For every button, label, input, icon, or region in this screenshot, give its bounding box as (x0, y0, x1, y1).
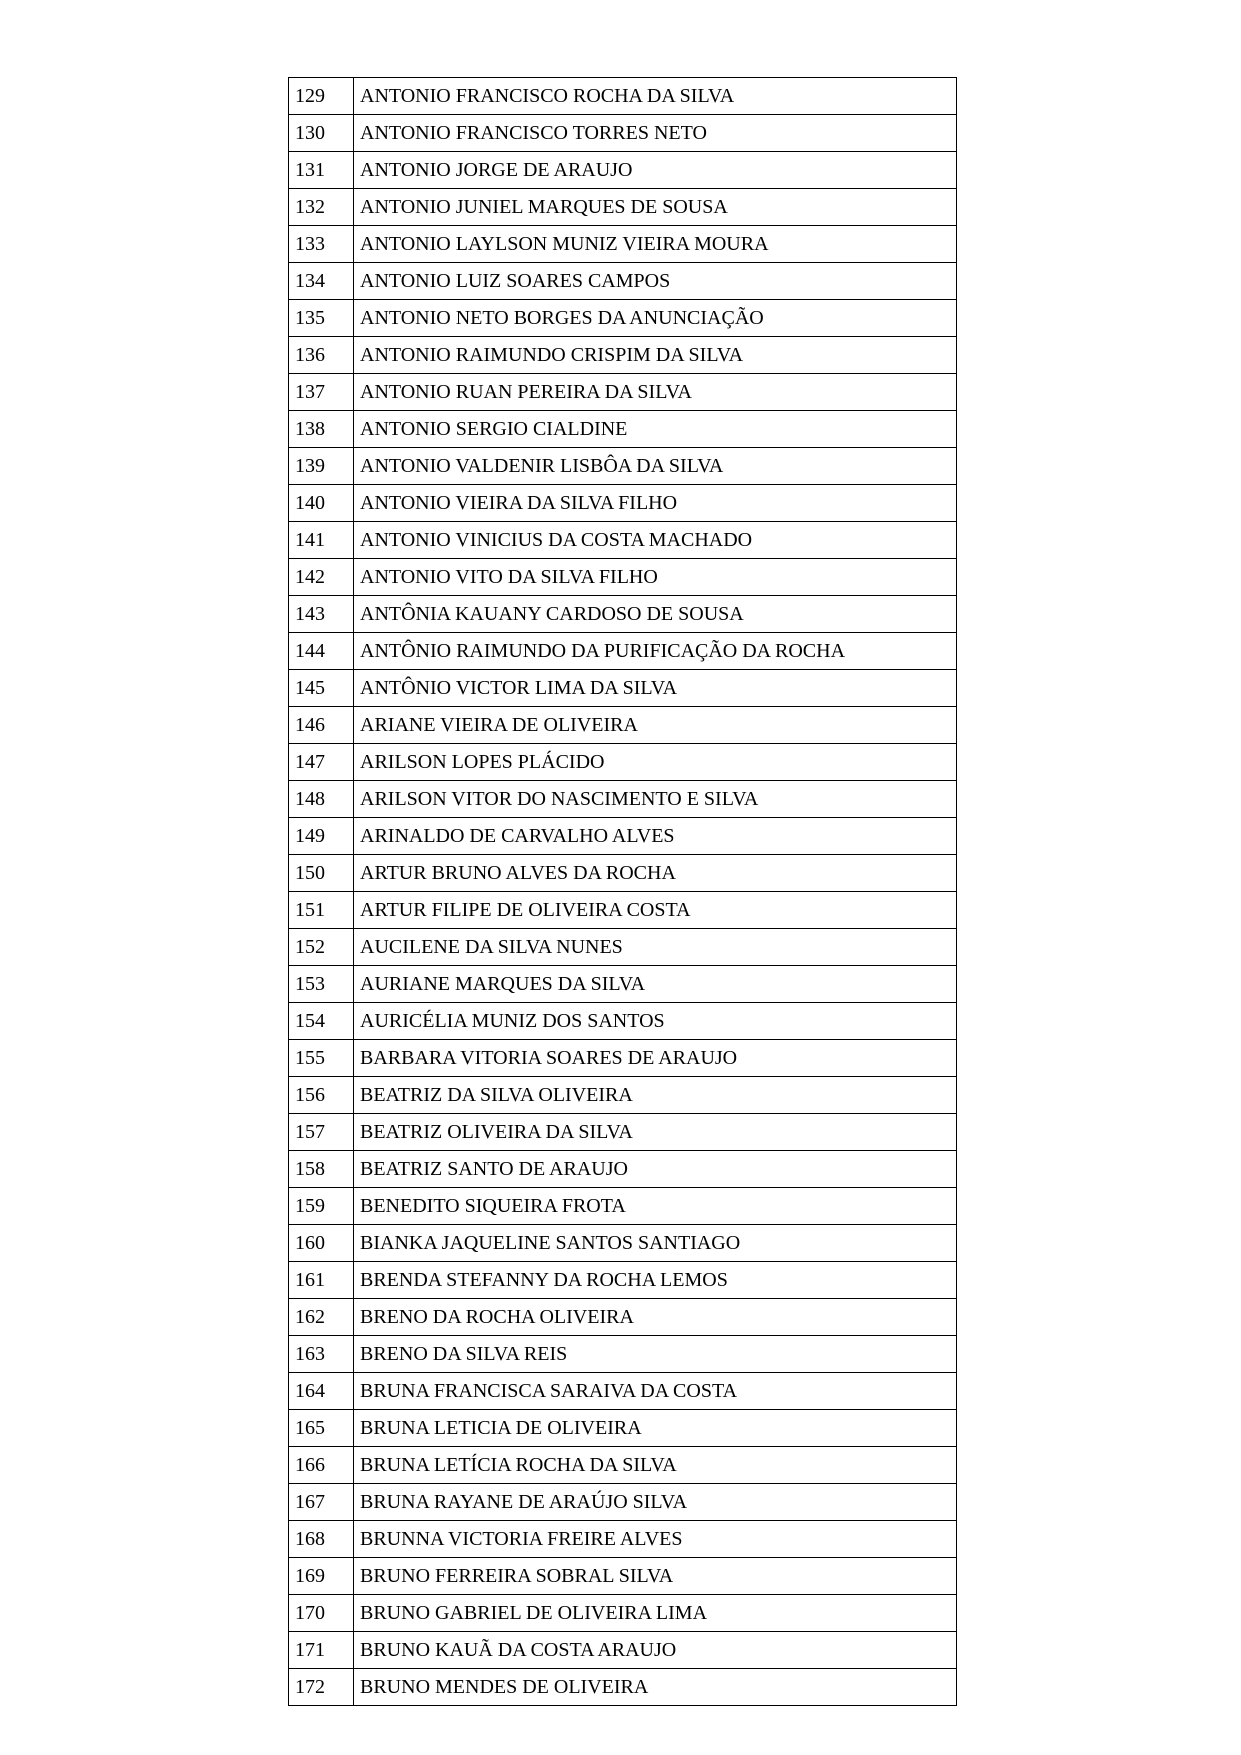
row-number: 150 (289, 855, 354, 892)
row-number: 159 (289, 1188, 354, 1225)
row-name: ANTONIO FRANCISCO ROCHA DA SILVA (354, 78, 957, 115)
row-number: 147 (289, 744, 354, 781)
table-row (289, 596, 957, 633)
row-number: 160 (289, 1225, 354, 1262)
table-row (289, 1669, 957, 1706)
row-name: BRUNO GABRIEL DE OLIVEIRA LIMA (354, 1595, 957, 1632)
row-number: 144 (289, 633, 354, 670)
row-number: 130 (289, 115, 354, 152)
row-name: BRUNNA VICTORIA FREIRE ALVES (354, 1521, 957, 1558)
row-number: 134 (289, 263, 354, 300)
row-number: 136 (289, 337, 354, 374)
table-row (289, 892, 957, 929)
table-row (289, 1040, 957, 1077)
row-number: 156 (289, 1077, 354, 1114)
table-row (289, 152, 957, 189)
row-number: 161 (289, 1262, 354, 1299)
row-name: BRUNO FERREIRA SOBRAL SILVA (354, 1558, 957, 1595)
row-name: BRUNA LETÍCIA ROCHA DA SILVA (354, 1447, 957, 1484)
row-name: ANTONIO NETO BORGES DA ANUNCIAÇÃO (354, 300, 957, 337)
row-number: 168 (289, 1521, 354, 1558)
row-name: ANTONIO VALDENIR LISBÔA DA SILVA (354, 448, 957, 485)
row-number: 169 (289, 1558, 354, 1595)
row-number: 135 (289, 300, 354, 337)
table-row (289, 1632, 957, 1669)
table-row (289, 1558, 957, 1595)
row-name: ARILSON LOPES PLÁCIDO (354, 744, 957, 781)
row-name: ANTONIO LUIZ SOARES CAMPOS (354, 263, 957, 300)
row-name: ARINALDO DE CARVALHO ALVES (354, 818, 957, 855)
table-row (289, 522, 957, 559)
row-number: 171 (289, 1632, 354, 1669)
table-row (289, 744, 957, 781)
table-row (289, 1225, 957, 1262)
row-name: ANTÔNIO VICTOR LIMA DA SILVA (354, 670, 957, 707)
row-number: 137 (289, 374, 354, 411)
row-number: 170 (289, 1595, 354, 1632)
row-number: 149 (289, 818, 354, 855)
row-name: BRUNA RAYANE DE ARAÚJO SILVA (354, 1484, 957, 1521)
table-row (289, 966, 957, 1003)
table-row (289, 1262, 957, 1299)
row-number: 133 (289, 226, 354, 263)
row-name: ARIANE VIEIRA DE OLIVEIRA (354, 707, 957, 744)
row-number: 151 (289, 892, 354, 929)
row-name: BIANKA JAQUELINE SANTOS SANTIAGO (354, 1225, 957, 1262)
row-name: BARBARA VITORIA SOARES DE ARAUJO (354, 1040, 957, 1077)
row-name: BRENO DA ROCHA OLIVEIRA (354, 1299, 957, 1336)
row-name: AURIANE MARQUES DA SILVA (354, 966, 957, 1003)
table-row (289, 559, 957, 596)
row-name: ANTONIO JORGE DE ARAUJO (354, 152, 957, 189)
row-name: BEATRIZ OLIVEIRA DA SILVA (354, 1114, 957, 1151)
row-name: ANTONIO FRANCISCO TORRES NETO (354, 115, 957, 152)
row-number: 158 (289, 1151, 354, 1188)
row-name: BRUNA LETICIA DE OLIVEIRA (354, 1410, 957, 1447)
table-row (289, 226, 957, 263)
row-name: ANTONIO JUNIEL MARQUES DE SOUSA (354, 189, 957, 226)
table-row (289, 1114, 957, 1151)
row-name: ARTUR BRUNO ALVES DA ROCHA (354, 855, 957, 892)
row-name: BEATRIZ SANTO DE ARAUJO (354, 1151, 957, 1188)
row-number: 140 (289, 485, 354, 522)
table-row (289, 374, 957, 411)
table-row (289, 485, 957, 522)
row-number: 129 (289, 78, 354, 115)
table-row (289, 633, 957, 670)
table-row (289, 781, 957, 818)
row-number: 131 (289, 152, 354, 189)
table-row (289, 448, 957, 485)
row-number: 141 (289, 522, 354, 559)
row-number: 162 (289, 1299, 354, 1336)
table-row (289, 1447, 957, 1484)
names-table (288, 77, 957, 1706)
table-row (289, 1373, 957, 1410)
table-row (289, 670, 957, 707)
table-row (289, 189, 957, 226)
row-name: BRENO DA SILVA REIS (354, 1336, 957, 1373)
row-number: 163 (289, 1336, 354, 1373)
table-row (289, 707, 957, 744)
table-row (289, 1521, 957, 1558)
row-number: 153 (289, 966, 354, 1003)
names-table-body (289, 78, 957, 1706)
table-row (289, 1484, 957, 1521)
row-number: 165 (289, 1410, 354, 1447)
table-row (289, 929, 957, 966)
row-number: 146 (289, 707, 354, 744)
row-number: 143 (289, 596, 354, 633)
table-row (289, 1151, 957, 1188)
row-name: ARTUR FILIPE DE OLIVEIRA COSTA (354, 892, 957, 929)
table-row (289, 1336, 957, 1373)
row-name: AURICÉLIA MUNIZ DOS SANTOS (354, 1003, 957, 1040)
row-number: 132 (289, 189, 354, 226)
row-number: 138 (289, 411, 354, 448)
row-number: 164 (289, 1373, 354, 1410)
row-number: 166 (289, 1447, 354, 1484)
table-row (289, 78, 957, 115)
table-row (289, 411, 957, 448)
row-number: 142 (289, 559, 354, 596)
row-number: 167 (289, 1484, 354, 1521)
row-name: ANTONIO VINICIUS DA COSTA MACHADO (354, 522, 957, 559)
table-row (289, 1299, 957, 1336)
row-name: ANTÔNIA KAUANY CARDOSO DE SOUSA (354, 596, 957, 633)
row-name: BEATRIZ DA SILVA OLIVEIRA (354, 1077, 957, 1114)
table-row (289, 1077, 957, 1114)
row-number: 154 (289, 1003, 354, 1040)
row-name: ARILSON VITOR DO NASCIMENTO E SILVA (354, 781, 957, 818)
row-name: ANTONIO RUAN PEREIRA DA SILVA (354, 374, 957, 411)
table-row (289, 263, 957, 300)
row-name: ANTÔNIO RAIMUNDO DA PURIFICAÇÃO DA ROCHA (354, 633, 957, 670)
row-name: ANTONIO LAYLSON MUNIZ VIEIRA MOURA (354, 226, 957, 263)
row-number: 145 (289, 670, 354, 707)
table-row (289, 337, 957, 374)
row-name: BRUNO MENDES DE OLIVEIRA (354, 1669, 957, 1706)
row-name: ANTONIO RAIMUNDO CRISPIM DA SILVA (354, 337, 957, 374)
row-number: 157 (289, 1114, 354, 1151)
row-name: BENEDITO SIQUEIRA FROTA (354, 1188, 957, 1225)
row-name: AUCILENE DA SILVA NUNES (354, 929, 957, 966)
table-row (289, 115, 957, 152)
row-number: 155 (289, 1040, 354, 1077)
table-row (289, 818, 957, 855)
row-name: BRUNA FRANCISCA SARAIVA DA COSTA (354, 1373, 957, 1410)
table-row (289, 300, 957, 337)
row-number: 172 (289, 1669, 354, 1706)
row-number: 148 (289, 781, 354, 818)
row-name: ANTONIO VITO DA SILVA FILHO (354, 559, 957, 596)
row-name: BRUNO KAUÃ DA COSTA ARAUJO (354, 1632, 957, 1669)
row-number: 139 (289, 448, 354, 485)
row-number: 152 (289, 929, 354, 966)
table-row (289, 1003, 957, 1040)
table-row (289, 855, 957, 892)
row-name: ANTONIO SERGIO CIALDINE (354, 411, 957, 448)
table-row (289, 1188, 957, 1225)
table-row (289, 1595, 957, 1632)
table-row (289, 1410, 957, 1447)
row-name: ANTONIO VIEIRA DA SILVA FILHO (354, 485, 957, 522)
row-name: BRENDA STEFANNY DA ROCHA LEMOS (354, 1262, 957, 1299)
